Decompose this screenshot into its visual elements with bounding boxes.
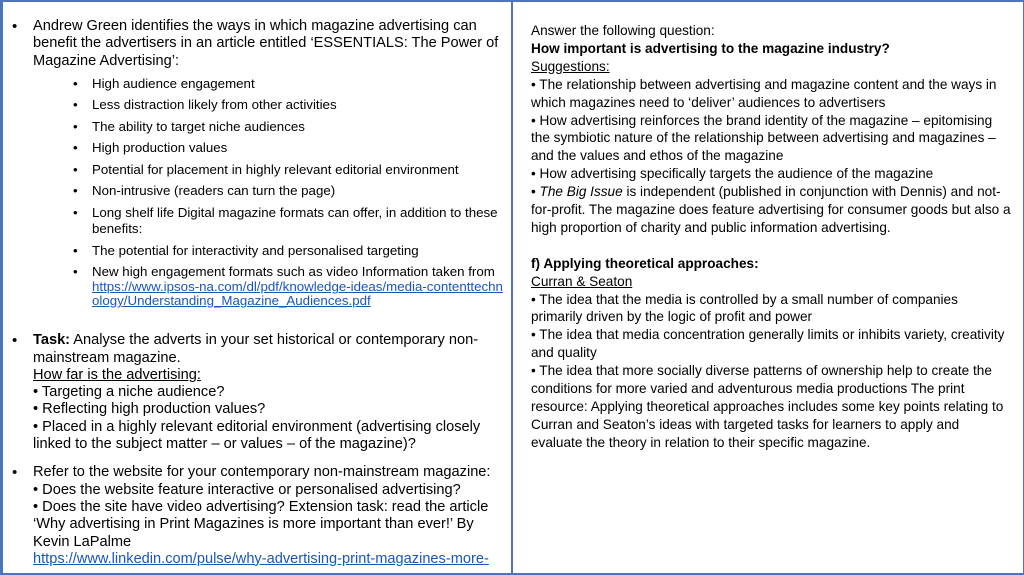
task-subhead: How far is the advertising: xyxy=(33,366,201,383)
column-divider xyxy=(511,0,513,575)
theory-point: • The idea that more socially diverse patterns of ownership help to create the conditions for more varied and adventurous media productions The print resource: Applying theoretical approaches includes some key points relating to Curran and Seaton’s ideas with targeted tasks for learners to apply and evaluate the theory in relation to their specific magazine. xyxy=(531,363,1004,450)
benefits-list xyxy=(33,76,504,308)
refer-line: • Refer to the website for your contemporary non-mainstream magazine: xyxy=(33,464,491,481)
list-item: • High audience engagement xyxy=(92,76,504,92)
suggestions-label: Suggestions: xyxy=(531,58,610,74)
task-line: • Targeting a niche audience? xyxy=(33,384,225,401)
task-label: Task: xyxy=(33,332,71,349)
spacer xyxy=(531,237,1011,255)
linkedin-link[interactable]: https://www.linkedin.com/pulse/why-advertising-print-magazines-more- xyxy=(33,550,489,567)
task-text: Analyse the adverts in your set historical or contemporary non-mainstream magazine. xyxy=(33,332,479,366)
ipsos-link[interactable]: https://www.ipsos-na.com/dl/pdf/knowledge-ideas/media-contenttechnology/Understanding_Magazine_Audiences.pdf xyxy=(92,279,503,309)
right-column xyxy=(531,22,1011,452)
big-issue-title: The Big Issue xyxy=(539,184,623,200)
refer-line: • Does the site have video advertising? Extension task: read the article ‘Why advertising in Print Magazines is more important than ever!’ By Kevin LaPalme xyxy=(33,498,489,550)
question-prompt: Answer the following question: xyxy=(531,23,715,38)
refer-line: • Does the website feature interactive or personalised advertising? xyxy=(33,481,461,498)
bullet-prefix: • xyxy=(531,184,540,200)
suggestion-item-big-issue xyxy=(531,183,1011,237)
list-item: • Long shelf life Digital magazine formats can offer, in addition to these benefits: xyxy=(92,205,504,237)
refer-bullet xyxy=(12,464,504,568)
list-item: • High production values xyxy=(92,140,504,156)
task-bullet xyxy=(12,332,504,453)
section-f-heading: f) Applying theoretical approaches: xyxy=(531,255,759,271)
big-issue-text: is independent (published in conjunction with Dennis) and not-for-profit. The magazine does feature advertising for consumer goods but also a high proportion of charity and public information advertising. xyxy=(531,184,1011,235)
intro-text: Andrew Green identifies the ways in which magazine advertising can benefit the advertisers in an article entitled ‘ESSENTIALS: The Power of Magazine Advertising’: xyxy=(33,18,499,69)
theory-point: • The idea that the media is controlled by a small number of companies primarily driven by the logic of profit and power xyxy=(531,291,958,325)
suggestion-item: • The relationship between advertising and magazine content and the ways in which magazines need to ‘deliver’ audiences to advertisers xyxy=(531,76,997,110)
list-item xyxy=(92,264,504,308)
list-item: • Non-intrusive (readers can turn the page) xyxy=(92,183,504,199)
question-text: How important is advertising to the magazine industry? xyxy=(531,40,890,56)
list-item: • Potential for placement in highly relevant editorial environment xyxy=(92,162,504,178)
suggestion-item: • How advertising specifically targets the audience of the magazine xyxy=(531,166,934,182)
task-line: • Reflecting high production values? xyxy=(33,401,266,418)
left-column xyxy=(12,18,504,573)
section-f-subheading: Curran & Seaton xyxy=(531,273,633,289)
intro-bullet xyxy=(12,18,504,308)
suggestion-item: • How advertising reinforces the brand identity of the magazine – epitomising the symbiotic nature of the relationship between advertising and magazines – and the values and ethos of the magazine xyxy=(531,112,996,164)
theory-point: • The idea that media concentration generally limits or inhibits variety, creativity and quality xyxy=(531,327,1005,361)
task-line: • Placed in a highly relevant editorial environment (advertising closely linked to the subject matter – or values – of the magazine)? xyxy=(33,418,481,453)
list-item: • Less distraction likely from other activities xyxy=(92,97,504,113)
list-item-text: New high engagement formats such as video Information taken from xyxy=(92,264,495,280)
list-item: • The potential for interactivity and personalised targeting xyxy=(92,243,504,259)
list-item: • The ability to target niche audiences xyxy=(92,119,504,135)
